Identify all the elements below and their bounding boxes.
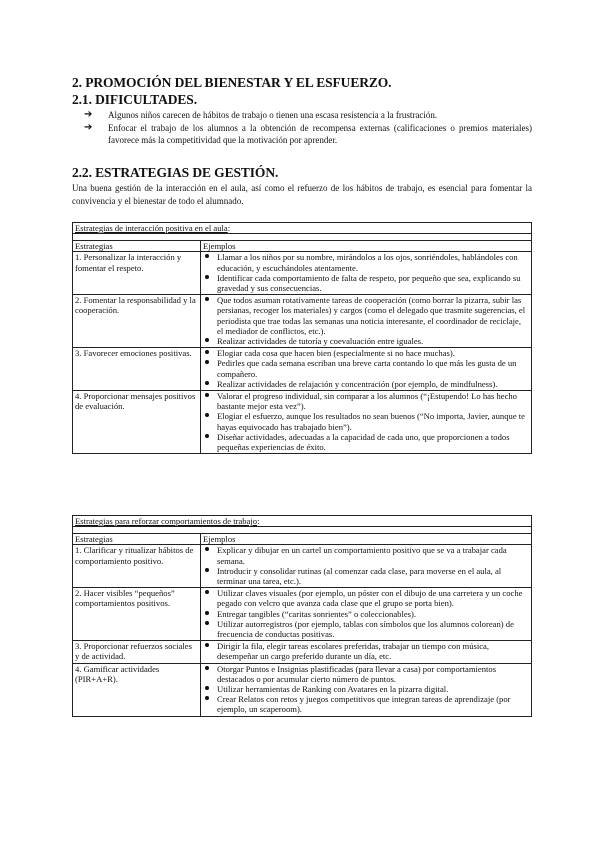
- strategy-cell: 1. Personalizar la interacción y fomentar el respeto.: [73, 252, 201, 295]
- arrow-bullet-icon: ➔: [84, 121, 93, 133]
- example-item: Pedirles que cada semana escriban una breve carta contando lo que más les gusta de un compañero.: [203, 358, 529, 378]
- bullet-dot-icon: [205, 297, 209, 301]
- table-row: [73, 252, 532, 295]
- example-item: Realizar actividades de tutoría y coevaluación entre iguales.: [203, 336, 529, 346]
- example-item: Utilizar claves visuales (por ejemplo, un póster con el dibujo de una carretera y un coche pegado con velcro que avanza cada clase que el grupo se porta bien).: [203, 588, 529, 608]
- strategy-cell: 3. Favorecer emociones positivas.: [73, 348, 201, 391]
- example-item: Identificar cada comportamiento de falta de respeto, por pequeño que sea, explicando su gravedad y sus consecuencias.: [203, 273, 529, 293]
- bullet-dot-icon: [205, 666, 209, 670]
- section-header: [72, 74, 532, 108]
- bullet-dot-icon: [205, 254, 209, 258]
- example-item: Introducir y consolidar rutinas (al comenzar cada clase, para moverse en el aula, al terminar una tarea, etc.).: [203, 566, 529, 586]
- table-row: [73, 641, 532, 663]
- difficulties-list: [72, 109, 532, 147]
- bullet-dot-icon: [205, 568, 209, 572]
- difficulties-block: [72, 109, 532, 147]
- table-row: [73, 663, 532, 716]
- example-item: Llamar a los niños por su nombre, mirándolos a los ojos, sonriéndoles, hablándoles con educación, y escuchándoles atentamente.: [203, 252, 529, 272]
- bullet-dot-icon: [205, 686, 209, 690]
- bullet-dot-icon: [205, 413, 209, 417]
- example-item: Explicar y dibujar en un cartel un comportamiento positivo que se va a trabajar cada semana.: [203, 545, 529, 565]
- table-row: [73, 588, 532, 641]
- example-item: Valorar el progreso individual, sin comparar a los alumnos (“¡Estupendo! Lo has hecho bastante mejor esta vez”).: [203, 391, 529, 411]
- bullet-dot-icon: [205, 611, 209, 615]
- bullet-dot-icon: [205, 547, 209, 551]
- examples-cell: [201, 348, 532, 391]
- examples-cell: [201, 588, 532, 641]
- bullet-dot-icon: [205, 590, 209, 594]
- example-item: Dirigir la fila, elegir tareas escolares preferidas, trabajar un tiempo con música, desempeñar un cargo preferido durante un día, etc.: [203, 641, 529, 661]
- heading-main: 2. PROMOCIÓN DEL BIENESTAR Y EL ESFUERZO.: [72, 75, 392, 90]
- example-item: Crear Relatos con retos y juegos competitivos que integran tareas de aprendizaje (por ejemplo, un scaperoom).: [203, 694, 529, 714]
- bullet-dot-icon: [205, 696, 209, 700]
- table-comportamientos: [72, 515, 532, 717]
- difficulty-item: ➔ Enfocar el trabajo de los alumnos a la obtención de recompensa externas (calificaciones o premios materiales) favorece más la competitividad que la motivación por aprender.: [84, 121, 532, 145]
- example-item: Utilizar autorregistros (por ejemplo, tablas con símbolos que los alumnos colorean) de frecuencia de conductas positivas.: [203, 619, 529, 639]
- bullet-dot-icon: [205, 643, 209, 647]
- bullet-dot-icon: [205, 360, 209, 364]
- table-row: [73, 348, 532, 391]
- bullet-dot-icon: [205, 350, 209, 354]
- example-item: Que todos asuman rotativamente tareas de cooperación (como borrar la pizarra, subir las persianas, recoger los materiales) y cargos (como el delegado que trasmite sugerencias, el periodista que trae todas las semanas una noticia interesante, el coordinador de reciclaje, el mediador de conflictos, etc.).: [203, 295, 529, 336]
- heading-dificultades: 2.1. DIFICULTADES.: [72, 92, 197, 107]
- table-title: Estrategias de interacción positiva en el aula:: [73, 223, 532, 234]
- table-row: [73, 295, 532, 348]
- example-item: Elogiar cada cosa que hacen bien (especialmente si no hace muchas).: [203, 348, 529, 358]
- examples-cell: [201, 391, 532, 454]
- example-item: Elogiar el esfuerzo, aunque los resultados no sean buenos (“No importa, Javier, aunque te hayas equivocado has trabajado bien”).: [203, 411, 529, 431]
- strategy-cell: 3. Proporcionar refuerzos sociales y de actividad.: [73, 641, 201, 663]
- strategy-cell: 4. Proporcionar mensajes positivos de evaluación.: [73, 391, 201, 454]
- strategies-section: [72, 164, 532, 208]
- example-item: Otorgar Puntos e Insignias plastificadas (para llevar a casa) por comportamientos destacados o por acumular cierto número de puntos.: [203, 664, 529, 684]
- bullet-dot-icon: [205, 338, 209, 342]
- column-header-estrategias: Estrategias: [73, 241, 201, 252]
- strategy-cell: 1. Clarificar y ritualizar hábitos de comportamiento positivo.: [73, 545, 201, 588]
- example-item: Utilizar herramientas de Ranking con Avatares en la pizarra digital.: [203, 684, 529, 694]
- table-title: Estrategias para reforzar comportamientos de trabajo:: [73, 516, 532, 527]
- bullet-dot-icon: [205, 393, 209, 397]
- column-header-ejemplos: Ejemplos: [201, 534, 532, 545]
- table-row: [73, 545, 532, 588]
- table-interaccion: [72, 222, 532, 454]
- examples-cell: [201, 641, 532, 663]
- example-item: Diseñar actividades, adecuadas a la capacidad de cada uno, que proporcionen a todos pequeñas experiencias de éxito.: [203, 432, 529, 452]
- strategy-cell: 4. Gamificar actividades (PIR+A+R).: [73, 663, 201, 716]
- examples-cell: [201, 295, 532, 348]
- bullet-dot-icon: [205, 621, 209, 625]
- examples-cell: [201, 545, 532, 588]
- column-header-ejemplos: Ejemplos: [201, 241, 532, 252]
- examples-cell: [201, 252, 532, 295]
- difficulty-item: ➔ Algunos niños carecen de hábitos de trabajo o tienen una escasa resistencia a la frustración.: [84, 109, 438, 120]
- heading-estrategias: 2.2. ESTRATEGIAS DE GESTIÓN.: [72, 165, 279, 180]
- bullet-dot-icon: [205, 434, 209, 438]
- column-header-estrategias: Estrategias: [73, 534, 201, 545]
- strategy-cell: 2. Fomentar la responsabilidad y la cooperación.: [73, 295, 201, 348]
- strategy-cell: 2. Hacer visibles “pequeños” comportamientos positivos.: [73, 588, 201, 641]
- arrow-bullet-icon: ➔: [84, 109, 93, 120]
- intro-paragraph: Una buena gestión de la interacción en el aula, así como el refuerzo de los hábitos de trabajo, es esencial para fomentar la convivencia y el bienestar de todo el alumnado.: [72, 183, 532, 206]
- table-row: [73, 391, 532, 454]
- examples-cell: [201, 663, 532, 716]
- bullet-dot-icon: [205, 275, 209, 279]
- bullet-dot-icon: [205, 381, 209, 385]
- example-item: Entregar tangibles (“caritas sonrientes” o coleccionables).: [203, 609, 529, 619]
- example-item: Realizar actividades de relajación y concentración (por ejemplo, de mindfulness).: [203, 379, 529, 389]
